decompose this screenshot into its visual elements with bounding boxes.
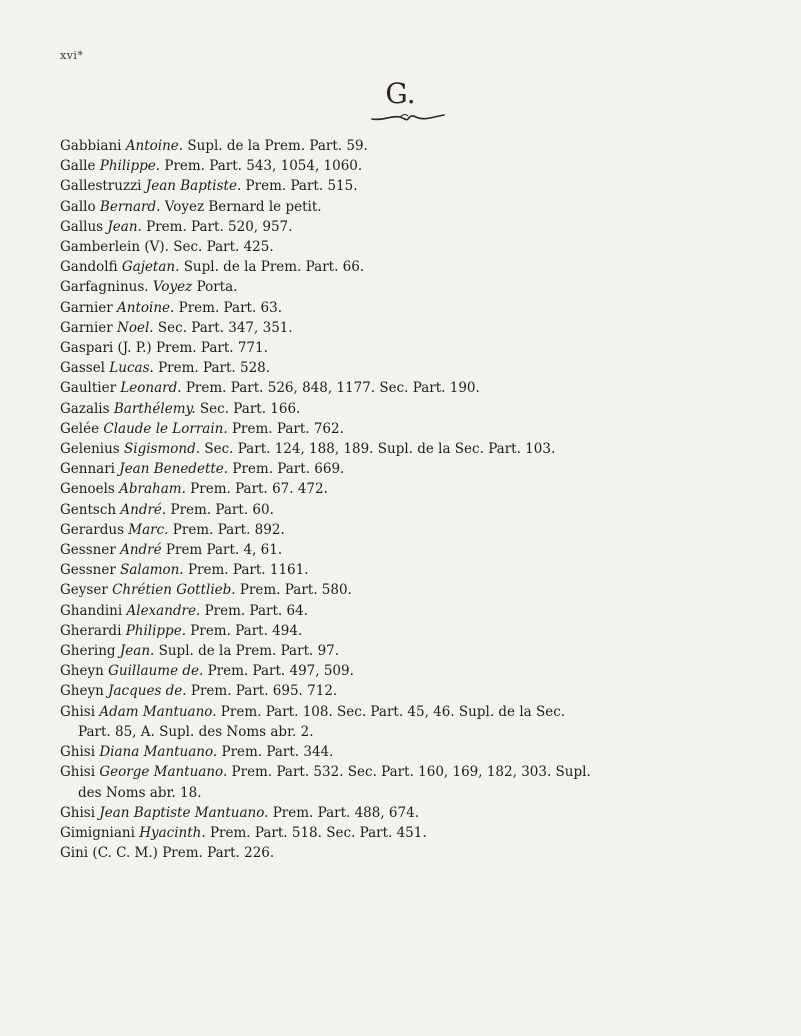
entry-surname: Gentsch xyxy=(60,501,117,518)
entry-references: Prem. Part. 497, 509. xyxy=(207,663,354,680)
entry-references: Prem. Part. 580. xyxy=(239,582,352,599)
entry-forename: Chrétien Gottlieb. xyxy=(112,582,236,599)
entry-references: Supl. de la Prem. Part. 66. xyxy=(183,259,365,276)
entry-surname: Gabbiani xyxy=(60,138,122,154)
entry-forename: André xyxy=(120,542,162,559)
index-entry xyxy=(60,439,790,459)
entry-forename: Claude le Lorrain. xyxy=(103,420,228,437)
entry-forename: André. xyxy=(120,501,167,518)
entry-forename: Marc. xyxy=(128,521,169,538)
entry-forename: Jean. xyxy=(119,643,155,660)
entry-surname: Gerardus xyxy=(60,521,124,538)
entry-surname: Gheyn xyxy=(60,663,104,680)
entry-references: Voyez Bernard le petit. xyxy=(164,198,322,215)
entry-references: Prem. Part. 1161. xyxy=(187,562,309,579)
entry-references: Prem. Part. 518. Sec. Part. 451. xyxy=(209,824,427,841)
index-entry xyxy=(60,641,790,661)
entry-surname: Gallus xyxy=(60,218,104,235)
entry-surname: Gherardi xyxy=(60,622,122,639)
index-entry xyxy=(60,702,790,742)
entry-surname: Gandolfi xyxy=(60,259,118,276)
entry-references: Supl. de la Prem. Part. 59. xyxy=(187,138,368,154)
index-entry xyxy=(60,358,790,378)
entry-continuation: des Noms abr. 18. xyxy=(78,784,202,801)
index-entry xyxy=(60,803,790,823)
entry-forename: Jean Baptiste. xyxy=(145,178,242,195)
entry-surname: Gallestruzzi xyxy=(60,178,142,195)
entry-surname: Gallo xyxy=(60,198,96,215)
entry-references: (J. P.) Prem. Part. 771. xyxy=(117,340,268,357)
entry-references: Prem. Part. 344. xyxy=(221,744,334,761)
entry-surname: Gini xyxy=(60,845,89,862)
entry-references: Prem. Part. 108. Sec. Part. 45, 46. Supl. de la Sec. xyxy=(220,703,566,720)
index-entry xyxy=(60,742,790,762)
entry-forename: Jean Benedette. xyxy=(119,461,229,478)
index-entry xyxy=(60,399,790,419)
entry-surname: Gelée xyxy=(60,420,100,437)
entry-references: Sec. Part. 166. xyxy=(199,400,301,417)
index-entry xyxy=(60,843,790,863)
index-entry xyxy=(60,197,790,217)
entry-surname: Galle xyxy=(60,158,96,175)
index-entry xyxy=(60,298,790,318)
entry-surname: Gennari xyxy=(60,461,115,478)
entry-references: Prem. Part. 64. xyxy=(204,602,308,619)
index-entry xyxy=(60,156,790,176)
index-entry xyxy=(60,378,790,398)
entry-references: Prem. Part. 63. xyxy=(178,299,283,316)
entry-forename: Alexandre. xyxy=(126,602,201,619)
index-entry xyxy=(60,580,790,600)
entry-forename: Sigismond. xyxy=(124,441,201,458)
index-entry xyxy=(60,479,790,499)
entry-forename: Hyacinth. xyxy=(139,824,206,841)
entry-surname: Gamberlein xyxy=(60,239,141,256)
index-entry xyxy=(60,661,790,681)
entry-references: Prem. Part. 669. xyxy=(232,461,345,478)
entry-references: Porta. xyxy=(196,279,238,296)
entry-forename: Lucas. xyxy=(109,360,154,377)
entry-forename: Guillaume de. xyxy=(108,663,204,680)
index-entry xyxy=(60,560,790,580)
entry-references: Prem. Part. 67. 472. xyxy=(190,481,328,498)
entry-forename: Antoine. xyxy=(125,138,184,154)
entry-surname: Gaspari xyxy=(60,340,114,357)
entry-surname: Gelenius xyxy=(60,441,120,458)
entry-references: Supl. de la Prem. Part. 97. xyxy=(158,643,340,660)
index-entry xyxy=(60,762,790,802)
entry-references: Prem. Part. 60. xyxy=(170,501,274,518)
entry-references: (V). Sec. Part. 425. xyxy=(144,239,274,256)
entry-forename: Philippe. xyxy=(125,622,186,639)
entry-references: Prem. Part. 892. xyxy=(172,521,285,538)
entry-surname: Gessner xyxy=(60,542,116,559)
entry-surname: Ghandini xyxy=(60,602,123,619)
entry-surname: Garnier xyxy=(60,299,113,316)
entry-forename: Diana Mantuano. xyxy=(99,744,218,761)
entry-surname: Gassel xyxy=(60,360,105,377)
entry-continuation: Part. 85, A. Supl. des Noms abr. 2. xyxy=(78,723,314,740)
entry-references: Prem. Part. 762. xyxy=(231,420,344,437)
entry-references: Prem. Part. 526, 848, 1177. Sec. Part. 190. xyxy=(185,380,480,397)
index-entry xyxy=(60,681,790,701)
entry-surname: Garnier xyxy=(60,319,113,336)
decorative-swash-icon xyxy=(370,113,446,123)
entry-forename: Adam Mantuano. xyxy=(99,703,217,720)
entry-forename: Jean Baptiste Mantuano. xyxy=(99,804,269,821)
index-entry xyxy=(60,176,790,196)
entry-surname: Ghisi xyxy=(60,804,96,821)
index-entry xyxy=(60,338,790,358)
entry-surname: Ghering xyxy=(60,643,116,660)
entry-forename: George Mantuano. xyxy=(99,764,228,781)
entry-surname: Gimigniani xyxy=(60,824,135,841)
entry-references: Prem. Part. 543, 1054, 1060. xyxy=(164,158,363,175)
entry-forename: Barthélemy. xyxy=(113,400,196,417)
index-entry xyxy=(60,621,790,641)
entry-forename: Jacques de. xyxy=(108,683,187,700)
index-entry xyxy=(60,277,790,297)
section-heading xyxy=(0,78,801,110)
entry-references: Sec. Part. 124, 188, 189. Supl. de la Sec. Part. 103. xyxy=(204,441,556,458)
entry-references: Prem. Part. 494. xyxy=(190,622,303,639)
entry-references: Prem. Part. 532. Sec. Part. 160, 169, 182, 303. Supl. xyxy=(231,764,591,781)
entry-surname: Garfagninus. xyxy=(60,279,149,296)
entry-forename: Salamon. xyxy=(120,562,184,579)
index-entry xyxy=(60,237,790,257)
entry-surname: Gessner xyxy=(60,562,116,579)
entry-references: Sec. Part. 347, 351. xyxy=(157,319,293,336)
index-entry xyxy=(60,136,790,156)
index-entry xyxy=(60,500,790,520)
index-entry xyxy=(60,520,790,540)
entry-forename: Voyez xyxy=(152,279,193,296)
index-entry xyxy=(60,419,790,439)
entry-forename: Gajetan. xyxy=(121,259,180,276)
entry-surname: Gheyn xyxy=(60,683,104,700)
entry-surname: Gaultier xyxy=(60,380,117,397)
entry-surname: Ghisi xyxy=(60,703,96,720)
entry-forename: Jean. xyxy=(107,218,142,235)
index-entry-list xyxy=(60,136,790,863)
entry-forename: Abraham. xyxy=(119,481,186,498)
entry-references: (C. C. M.) Prem. Part. 226. xyxy=(92,845,275,862)
index-entry xyxy=(60,459,790,479)
entry-references: Prem. Part. 528. xyxy=(158,360,271,377)
index-entry xyxy=(60,318,790,338)
entry-surname: Genoels xyxy=(60,481,115,498)
index-entry xyxy=(60,601,790,621)
entry-forename: Leonard. xyxy=(120,380,182,397)
entry-references: Prem. Part. 515. xyxy=(245,178,358,195)
entry-surname: Gazalis xyxy=(60,400,110,417)
entry-forename: Philippe. xyxy=(99,158,161,175)
entry-surname: Geyser xyxy=(60,582,108,599)
entry-forename: Antoine. xyxy=(117,299,175,316)
section-letter: G. xyxy=(385,77,416,110)
entry-references: Prem. Part. 695. 712. xyxy=(190,683,338,700)
entry-surname: Ghisi xyxy=(60,764,96,781)
page-number: xvi* xyxy=(60,49,84,62)
entry-references: Prem. Part. 520, 957. xyxy=(146,218,293,235)
index-entry xyxy=(60,257,790,277)
entry-references: Prem. Part. 488, 674. xyxy=(272,804,419,821)
index-entry xyxy=(60,823,790,843)
index-entry xyxy=(60,217,790,237)
entry-surname: Ghisi xyxy=(60,744,96,761)
entry-references: Prem Part. 4, 61. xyxy=(165,542,283,559)
entry-forename: Noel. xyxy=(117,319,154,336)
entry-forename: Bernard. xyxy=(99,198,161,215)
index-entry xyxy=(60,540,790,560)
